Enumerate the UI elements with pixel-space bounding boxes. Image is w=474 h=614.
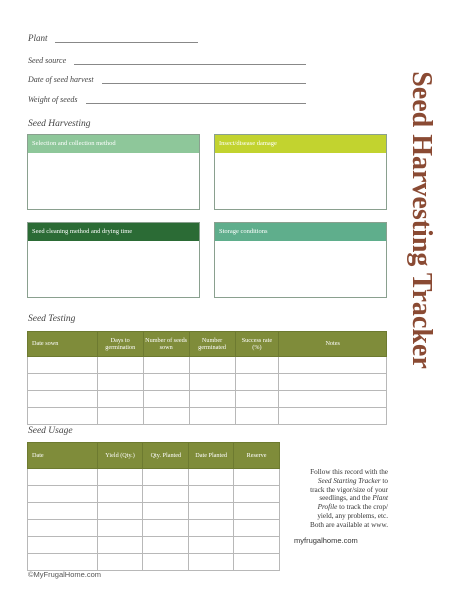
note-line: yield, any problems, etc. [317, 511, 388, 520]
col-seeds-sown: Number of seeds sown [143, 332, 189, 357]
note-line: Follow this record with the [310, 468, 388, 476]
seed-harvesting-heading: Seed Harvesting [28, 119, 91, 129]
seed-weight-label: Weight of seeds [28, 95, 78, 104]
col-notes: Notes [279, 332, 387, 357]
col-date-planted: Date Planted [189, 443, 234, 469]
tracker-note [284, 468, 388, 529]
table-row [28, 520, 280, 537]
website-link[interactable]: myfrugalhome.com [294, 536, 358, 545]
seed-weight-line [86, 103, 306, 104]
col-reserve: Reserve [234, 443, 280, 469]
plant-profile-ref: Plant [372, 494, 388, 503]
note-line: Profile to track the crop/ [317, 503, 388, 512]
col-yield: Yield (Qty.) [97, 443, 143, 469]
seed-starting-tracker-ref: Seed Starting Tracker [317, 476, 381, 485]
seed-usage-table [27, 442, 280, 571]
harvest-date-line [102, 83, 306, 84]
col-success-rate: Success rate (%) [235, 332, 279, 357]
table-row [28, 469, 280, 486]
table-row [28, 537, 280, 554]
seed-source-line [74, 64, 306, 65]
col-date: Date [28, 443, 98, 469]
table-row [28, 554, 280, 571]
table-row [28, 391, 387, 408]
seed-source-label: Seed source [28, 56, 67, 65]
seed-usage-heading: Seed Usage [28, 426, 73, 436]
cleaning-method-box[interactable] [27, 222, 200, 298]
note-line: Seed Starting Tracker to [317, 476, 388, 485]
page-title-container [400, 50, 442, 390]
col-days-to-germination: Days to germination [97, 332, 143, 357]
col-germinated: Number germinated [189, 332, 235, 357]
table-row [28, 357, 387, 374]
selection-method-header: Selection and collection method [28, 135, 199, 153]
col-qty-planted: Qty. Planted [143, 443, 189, 469]
selection-method-box[interactable] [27, 134, 200, 210]
insect-damage-header: Insect/disease damage [215, 135, 386, 153]
col-date-sown: Date sown [28, 332, 98, 357]
table-row [28, 408, 387, 425]
page-title: Seed Harvesting Tracker [406, 71, 437, 369]
plant-label: Plant [28, 33, 48, 43]
seed-testing-heading: Seed Testing [28, 314, 76, 324]
table-row [28, 374, 387, 391]
note-line: seedlings, and the Plant [319, 494, 388, 503]
plant-line [55, 42, 198, 43]
harvest-date-label: Date of seed harvest [28, 75, 94, 84]
table-row [28, 503, 280, 520]
cleaning-method-header: Seed cleaning method and drying time [28, 223, 199, 241]
copyright-footer: ©MyFrugalHome.com [28, 570, 102, 579]
note-line: Both are available at www. [310, 520, 388, 529]
note-line: track the vigor/size of your [310, 485, 388, 494]
seed-testing-table [27, 331, 387, 425]
insect-damage-box[interactable] [214, 134, 387, 210]
storage-conditions-box[interactable] [214, 222, 387, 298]
table-row [28, 486, 280, 503]
storage-conditions-header: Storage conditions [215, 223, 386, 241]
